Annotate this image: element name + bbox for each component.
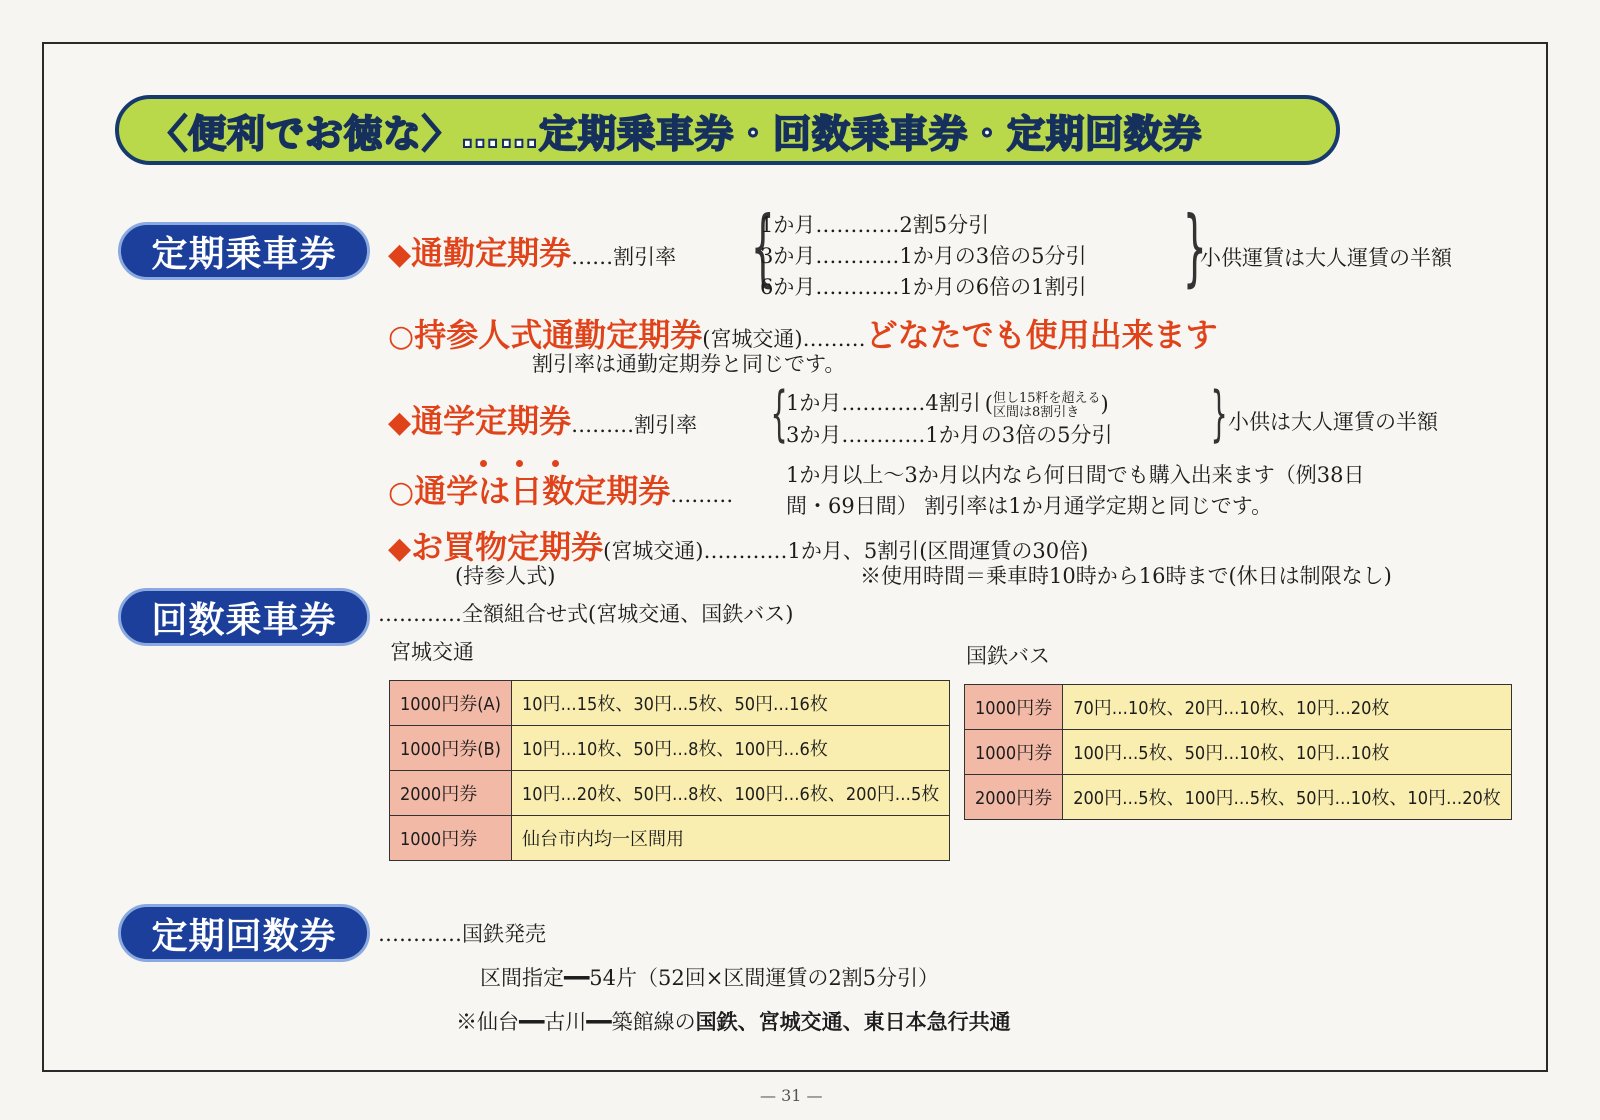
rate-row: 3か月…………1か月の3倍の5分引 — [760, 244, 1087, 268]
jisan-note: 割引率は通勤定期券と同じです。 — [532, 352, 846, 376]
ticket-detail: 200円…5枚、100円…5枚、50円…10枚、10円…20枚 — [1063, 775, 1512, 820]
note-line: 但し15粁を超える — [992, 390, 1101, 406]
kaisu-lead: …………全額組合せ式(宮城交通、国鉄バス) — [378, 602, 794, 626]
circle-icon: ○ — [388, 475, 415, 510]
ticket-type: 2000円券 — [965, 775, 1063, 820]
item-sub: (宮城交通)……… — [702, 327, 866, 351]
ticket-detail: 10円…10枚、50円…8枚、100円…6枚 — [511, 726, 949, 771]
note-line: 区間は8割引き — [992, 404, 1080, 420]
section-pill-label: 定期乗車券 — [151, 233, 337, 275]
rate-row: 1か月…………4割引 ( 但し15粁を超える 区間は8割引き ) — [786, 390, 1109, 420]
item-highlight: どなたでも使用出来ます — [865, 316, 1218, 354]
section-pill-teikikaisu — [118, 904, 370, 962]
rate-row: 1か月…………2割5分引 — [760, 213, 990, 237]
section-pill-kaisu — [118, 588, 370, 646]
ticket-type: 1000円券(B) — [390, 726, 512, 771]
rate-row: 3か月…………1か月の3倍の5分引 — [786, 423, 1113, 447]
ticket-type: 1000円券 — [390, 816, 512, 861]
table-row — [390, 816, 950, 861]
item-title: 通学定期券 — [411, 402, 572, 440]
ticket-type: 1000円券(A) — [390, 681, 512, 726]
ticket-detail: 仙台市内均一区間用 — [511, 816, 949, 861]
item-sub: (宮城交通)…………1か月、5割引(区間運賃の30倍) — [603, 539, 1089, 563]
item-title: 通学は日数定期券 — [414, 472, 671, 510]
section-pill-label: 定期回数券 — [151, 915, 337, 957]
page-number: — 31 — — [760, 1086, 823, 1105]
tsukin-note: 小供運賃は大人運賃の半額 — [1200, 246, 1452, 270]
ticket-detail: 70円…10枚、20円…10枚、10円…20枚 — [1063, 685, 1512, 730]
table-row — [965, 685, 1512, 730]
miyagi-label: 宮城交通 — [390, 640, 474, 664]
nissu-desc: 1か月以上～3か月以内なら何日間でも購入出来ます（例38日 間・69日間） 割引率は1か月通学定期と同じです。 — [786, 463, 1365, 518]
item-lead: ……割引率 — [571, 245, 677, 269]
left-brace-icon: { — [750, 198, 775, 296]
tsukin-rate-list — [760, 210, 1086, 303]
section-pill-label: 回数乗車券 — [151, 599, 337, 641]
table-row — [390, 726, 950, 771]
circle-icon: ○ — [388, 319, 415, 354]
item-nissu — [388, 466, 733, 512]
diamond-icon: ◆ — [388, 531, 412, 566]
item-tsukin — [388, 228, 676, 274]
item-title: 持参人式通勤定期券 — [414, 316, 703, 354]
miyagi-table — [389, 680, 950, 861]
table-row — [390, 771, 950, 816]
ticket-detail: 10円…15枚、30円…5枚、50円…16枚 — [511, 681, 949, 726]
diamond-icon: ◆ — [388, 405, 412, 440]
page-title-banner — [115, 95, 1340, 165]
right-brace-icon: } — [1210, 379, 1228, 449]
diamond-icon: ◆ — [388, 237, 412, 272]
ticket-detail: 10円…20枚、50円…8枚、100円…6枚、200円…5枚 — [511, 771, 949, 816]
rate-row: 6か月…………1か月の6倍の1割引 — [760, 275, 1087, 299]
page-title: 〈便利でお徳な〉……定期乗車券・回数乗車券・定期回数券 — [149, 111, 1203, 156]
table-row — [390, 681, 950, 726]
ticket-detail: 100円…5枚、50円…10枚、10円…10枚 — [1063, 730, 1512, 775]
item-lead: ………割引率 — [571, 413, 698, 437]
tsugaku-rate-list — [786, 388, 1112, 451]
section-pill-teiki — [118, 222, 370, 280]
teikikaisu-lead: …………国鉄発売 — [378, 922, 546, 946]
item-title: お買物定期券 — [411, 528, 604, 566]
right-brace-icon: } — [1182, 198, 1207, 296]
kaimono-note: ※使用時間＝乗車時10時から16時まで(休日は制限なし) — [860, 564, 1392, 588]
item-title: 通勤定期券 — [411, 234, 572, 272]
ticket-type: 2000円券 — [390, 771, 512, 816]
kokutetsu-table — [964, 684, 1512, 820]
teikikaisu-line3: ※仙台━━古川━━築館線の国鉄、宮城交通、東日本急行共通 — [456, 1009, 1011, 1034]
tsugaku-note: 小供は大人運賃の半額 — [1228, 410, 1438, 434]
table-row — [965, 730, 1512, 775]
left-brace-icon: { — [770, 379, 788, 449]
table-row — [965, 775, 1512, 820]
kaimono-sub2: (持参人式) — [455, 564, 556, 588]
ticket-type: 1000円券 — [965, 730, 1063, 775]
item-tsugaku — [388, 396, 697, 442]
teikikaisu-line2: 区間指定━━54片（52回×区間運賃の2割5分引） — [480, 966, 940, 990]
kokutetsu-label: 国鉄バス — [966, 644, 1050, 668]
item-lead: ……… — [670, 483, 734, 507]
ticket-type: 1000円券 — [965, 685, 1063, 730]
